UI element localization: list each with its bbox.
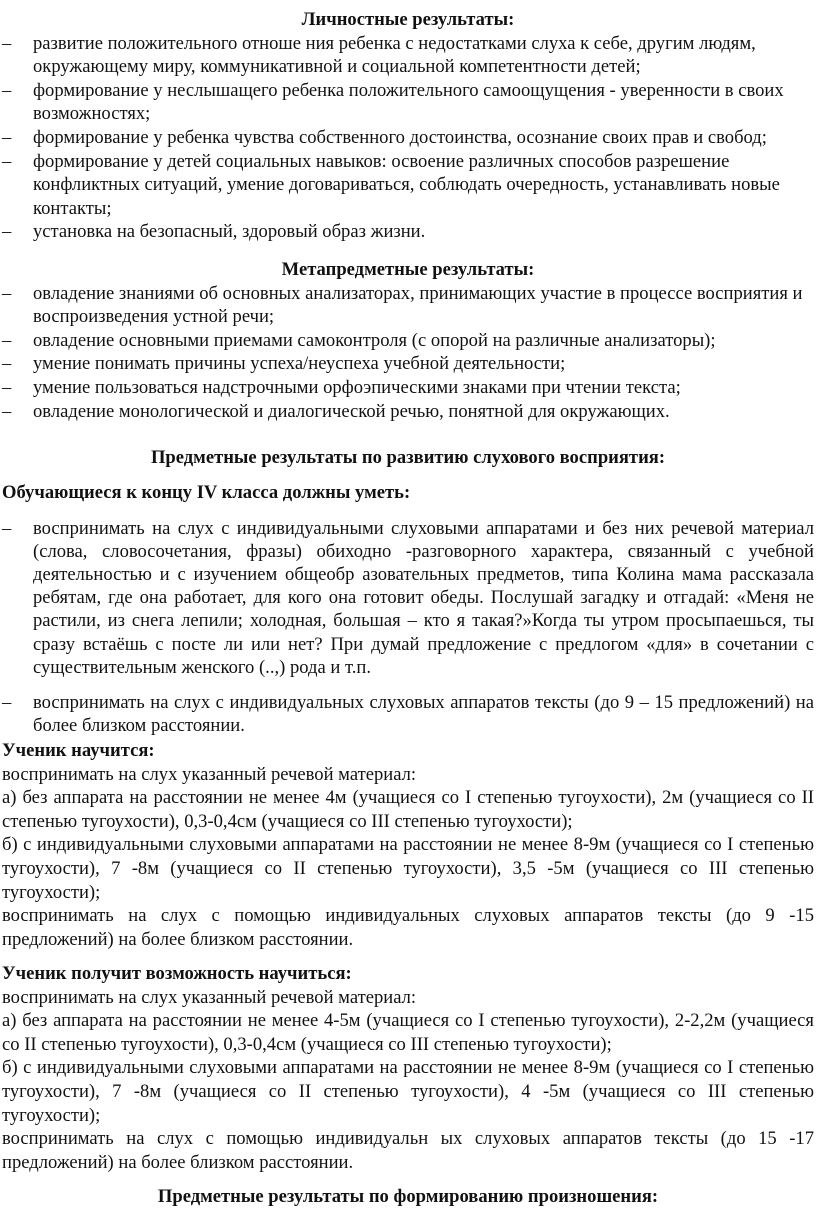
list-item: – воспринимать на слух с индивидуальными слуховыми аппаратами и без них речевой материал (слова, словосочетания, фразы) обиходно -разговорного характера, связанный с учебной деятельностью и с изучением общеобр азовательных предметов, типа Колина мама рассказала ребятам, где она работает, для кого она готовит обеды. Послушай загадку и отгадай: «Меня не растили, из снега лепили; холодная, большая – кто я такая?»Когда ты утром просыпаешься, ты сразу встаёшь с посте ли или нет? При думай предложение с предлогом «для» в сочетании с существительным женского (..,) рода и т.п. xyxy=(2,517,814,678)
dash-bullet: – xyxy=(2,150,12,172)
paragraph: воспринимать на слух с помощью индивидуальн ых слуховых аппаратов тексты (до 15 -17 предложений) на более близком расстоянии. xyxy=(2,1128,814,1173)
grade-heading: Обучающиеся к концу IV класса должны уметь: xyxy=(2,482,411,503)
dash-bullet: – xyxy=(2,282,12,304)
paragraph: б) с индивидуальными слуховыми аппаратами на расстоянии не менее 8-9м (учащиеся со I степенью тугоухости), 7 -8м (учащиеся со II степенью тугоухости), 3,5 -5м (учащиеся со III степенью тугоухости); xyxy=(2,834,814,903)
list-item: – умение пользоваться надстрочными орфоэпическими знаками при чтении текста; xyxy=(2,376,681,398)
list-item: – развитие положительного отноше ния ребенка с недостатками слуха к себе, другим людям, окружающему миру, коммуникативной и социальной компетентности детей; xyxy=(2,32,756,78)
section-personal xyxy=(0,8,816,244)
list-item: – формирование у детей социальных навыков: освоение различных способов разрешение конфликтных ситуаций, умение договариваться, соблюдать очередность, устанавливать новые контакты; xyxy=(2,150,780,219)
section-title: Предметные результаты по развитию слухового восприятия: xyxy=(150,447,666,468)
paragraph: а) без аппарата на расстоянии не менее 4м (учащиеся со I степенью тугоухости), 2м (учащиеся со II степенью тугоухости), 0,3-0,4см (учащиеся со III степенью тугоухости); xyxy=(2,787,814,832)
dash-bullet: – xyxy=(2,221,12,243)
bullet-list xyxy=(0,517,816,738)
dash-bullet: – xyxy=(2,400,12,422)
section-title: Ученик получит возможность научиться: xyxy=(2,963,352,984)
list-item: – овладение монологической и диалогической речью, понятной для окружающих. xyxy=(2,400,670,422)
bullet-list xyxy=(0,32,816,244)
list-item: – овладение основными приемами самоконтроля (с опорой на различные анализаторы); xyxy=(2,329,716,351)
paragraph: воспринимать на слух указанный речевой материал: xyxy=(2,986,417,1008)
list-item: – овладение знаниями об основных анализаторах, принимающих участие в процессе восприятия и воспроизведения устной речи; xyxy=(2,282,803,328)
dash-bullet: – xyxy=(2,517,12,539)
dash-bullet: – xyxy=(2,126,12,148)
dash-bullet: – xyxy=(2,329,12,351)
list-item: – формирование у ребенка чувства собственного достоинства, осознание своих прав и свобод; xyxy=(2,126,767,148)
paragraph: воспринимать на слух указанный речевой материал: xyxy=(2,763,417,785)
section-title: Личностные результаты: xyxy=(301,9,515,30)
dash-bullet: – xyxy=(2,692,12,714)
section-title: Метапредметные результаты: xyxy=(281,259,535,280)
section-title: Ученик научится: xyxy=(2,740,155,761)
dash-bullet: – xyxy=(2,376,12,398)
section-title: Предметные результаты по формированию произношения: xyxy=(157,1186,659,1207)
paragraph: а) без аппарата на расстоянии не менее 4-5м (учащиеся со I степенью тугоухости), 2-2,2м (учащиеся со II степенью тугоухости), 0,3-0,4см (учащиеся со III степенью тугоухости); xyxy=(2,1010,814,1055)
section-learner-may xyxy=(0,962,816,1174)
section-meta xyxy=(0,258,816,423)
grade-block xyxy=(0,481,816,737)
section-learner-will xyxy=(0,739,816,951)
section-subject-hearing xyxy=(0,446,816,470)
dash-bullet: – xyxy=(2,79,12,101)
list-item: – формирование у неслышащего ребенка положительного самоощущения - уверенности в своих возможностях; xyxy=(2,79,784,125)
section-pronunciation xyxy=(0,1185,816,1209)
dash-bullet: – xyxy=(2,353,12,375)
dash-bullet: – xyxy=(2,32,12,54)
list-item: – воспринимать на слух с индивидуальных слуховых аппаратов тексты (до 9 – 15 предложений) на более близком расстоянии. xyxy=(2,692,814,737)
paragraph: воспринимать на слух с помощью индивидуальных слуховых аппаратов тексты (до 9 -15 предложений) на более близком расстоянии. xyxy=(2,905,814,950)
list-item: – установка на безопасный, здоровый образ жизни. xyxy=(2,221,426,243)
list-item: – умение понимать причины успеха/неуспеха учебной деятельности; xyxy=(2,353,566,375)
paragraph: б) с индивидуальными слуховыми аппаратами на расстоянии не менее 8-9м (учащиеся со I степенью тугоухости), 7 -8м (учащиеся со II степенью тугоухости), 4 -5м (учащиеся со III степенью тугоухости); xyxy=(2,1057,814,1126)
bullet-list xyxy=(0,282,816,424)
